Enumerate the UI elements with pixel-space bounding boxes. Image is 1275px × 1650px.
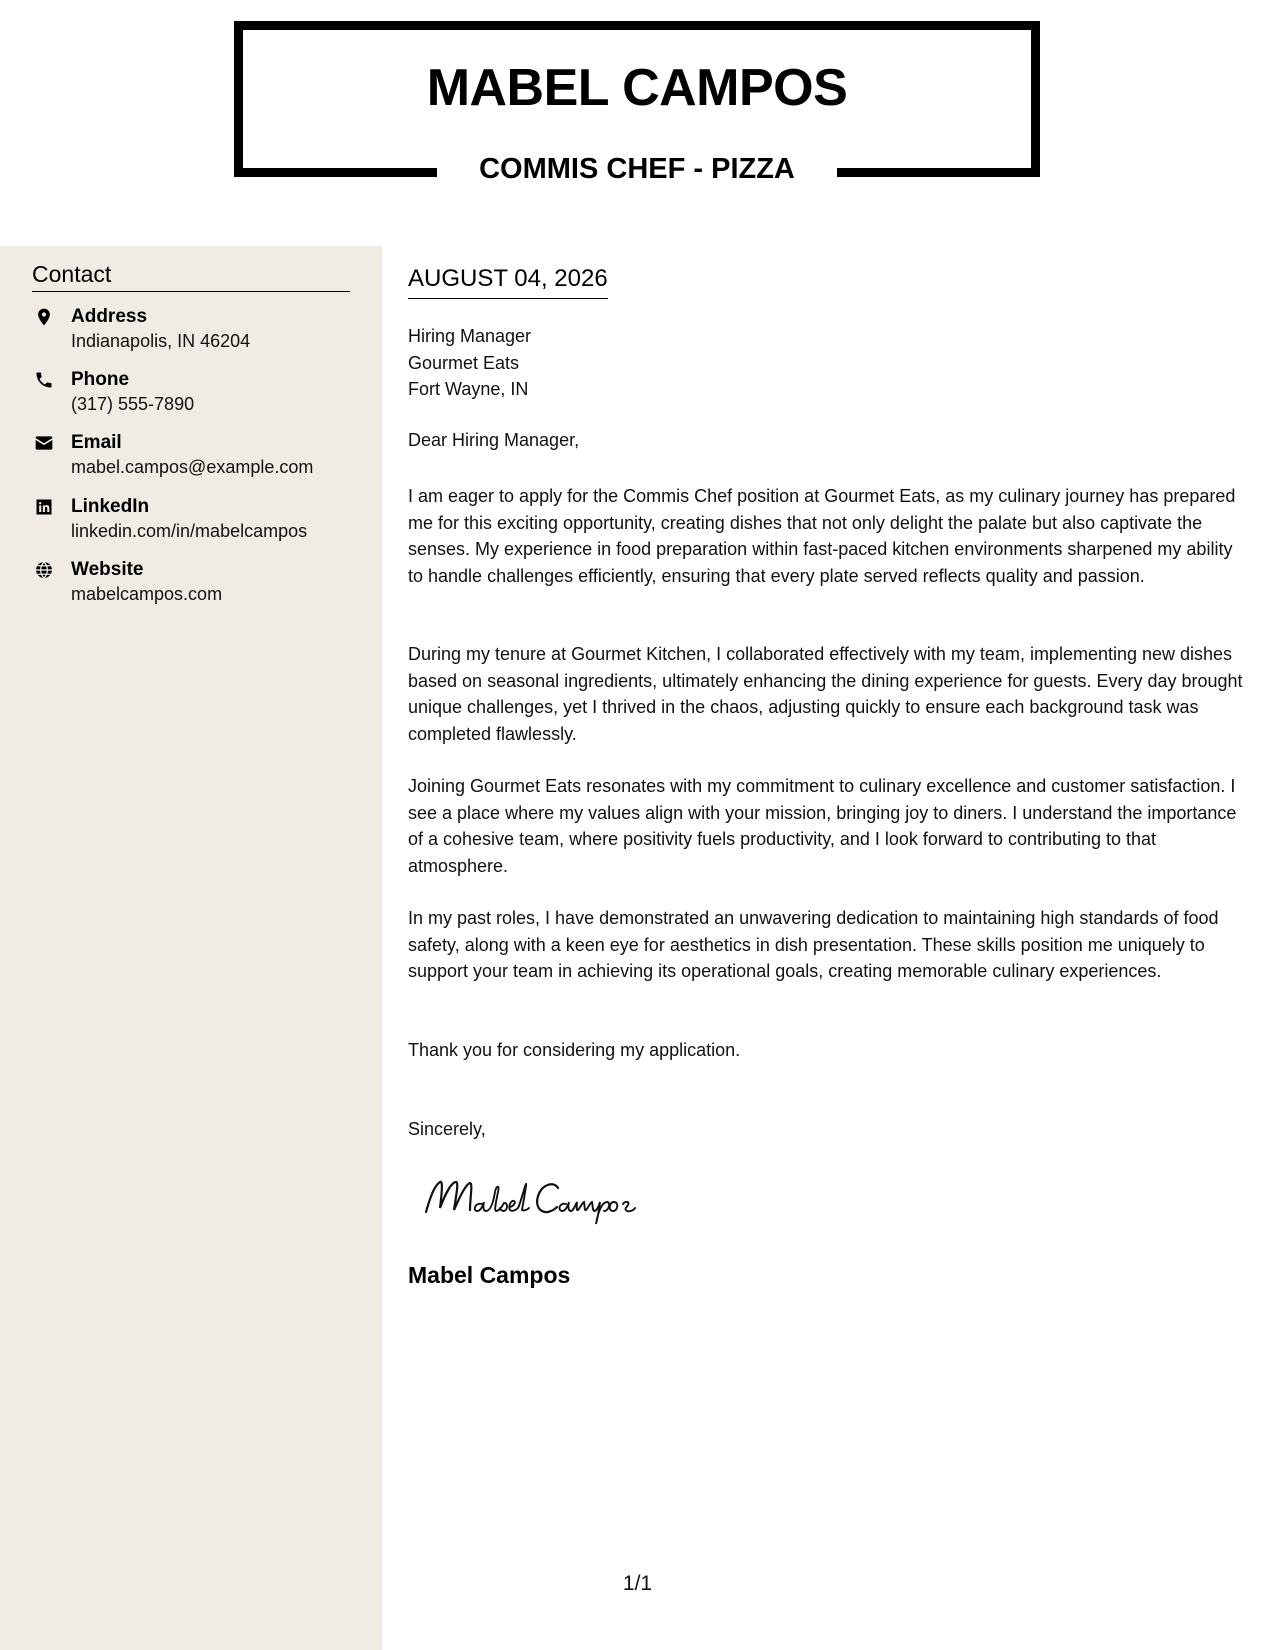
contact-label: LinkedIn <box>71 496 150 517</box>
contact-divider <box>32 291 350 292</box>
handwritten-signature <box>420 1168 660 1228</box>
map-pin-icon <box>34 307 54 327</box>
envelope-icon <box>34 433 54 453</box>
contact-value[interactable]: mabelcampos.com <box>71 584 223 604</box>
page-number: 1/1 <box>622 1572 653 1595</box>
thank-you-line: Thank you for considering my application. <box>408 1040 741 1060</box>
phone-icon <box>34 370 54 390</box>
body-paragraph: During my tenure at Gourmet Kitchen, I collaborated effectively with my team, implementing new dishes based on seasonal ingredients, ultimately enhancing the dining experience for guests. Every day brought unique challenges, yet I thrived in the chaos, adjusting quickly to ensure each background task was completed flawlessly. <box>408 644 1243 744</box>
contact-label: Phone <box>71 369 130 390</box>
recipient-line: Hiring Manager <box>408 326 532 346</box>
globe-icon <box>34 560 54 580</box>
recipient-line: Gourmet Eats <box>408 352 520 373</box>
contact-label: Address <box>71 306 148 327</box>
contact-value: Indianapolis, IN 46204 <box>71 331 251 351</box>
contact-value[interactable]: mabel.campos@example.com <box>71 457 314 477</box>
body-paragraph: Joining Gourmet Eats resonates with my commitment to culinary excellence and customer satisfaction. I see a place where my values align with your mission, bringing joy to diners. I understand the importance of a cohesive team, where positivity fuels productivity, and I look forward to contributing to that atmosphere. <box>408 776 1237 876</box>
contact-heading: Contact <box>32 261 112 287</box>
job-title: COMMIS CHEF - PIZZA <box>479 153 795 185</box>
recipient-line: Fort Wayne, IN <box>408 379 529 399</box>
contact-value: (317) 555-7890 <box>71 394 195 414</box>
body-paragraph: In my past roles, I have demonstrated an unwavering dedication to maintaining high standards of food safety, along with a keen eye for aesthetics in dish presentation. These skills position me uniquely to support your team in achieving its operational goals, creating memorable culinary experiences. <box>408 908 1219 981</box>
closing: Sincerely, <box>408 1119 486 1139</box>
candidate-name: MABEL CAMPOS <box>426 59 848 117</box>
contact-label: Website <box>71 559 144 580</box>
contact-value[interactable]: linkedin.com/in/mabelcampos <box>71 521 308 541</box>
linkedin-icon <box>34 497 54 517</box>
recipient-block <box>408 323 531 403</box>
salutation: Dear Hiring Manager, <box>408 430 580 450</box>
signer-name: Mabel Campos <box>408 1262 571 1288</box>
letter-date: AUGUST 04, 2026 <box>408 265 608 299</box>
body-paragraph: I am eager to apply for the Commis Chef position at Gourmet Eats, as my culinary journey has prepared me for this exciting opportunity, creating dishes that not only delight the palate but also captivate the senses. My experience in food preparation within fast-paced kitchen environments sharpened my ability to handle challenges efficiently, ensuring that every plate served reflects quality and passion. <box>408 486 1236 586</box>
contact-label: Email <box>71 432 122 453</box>
